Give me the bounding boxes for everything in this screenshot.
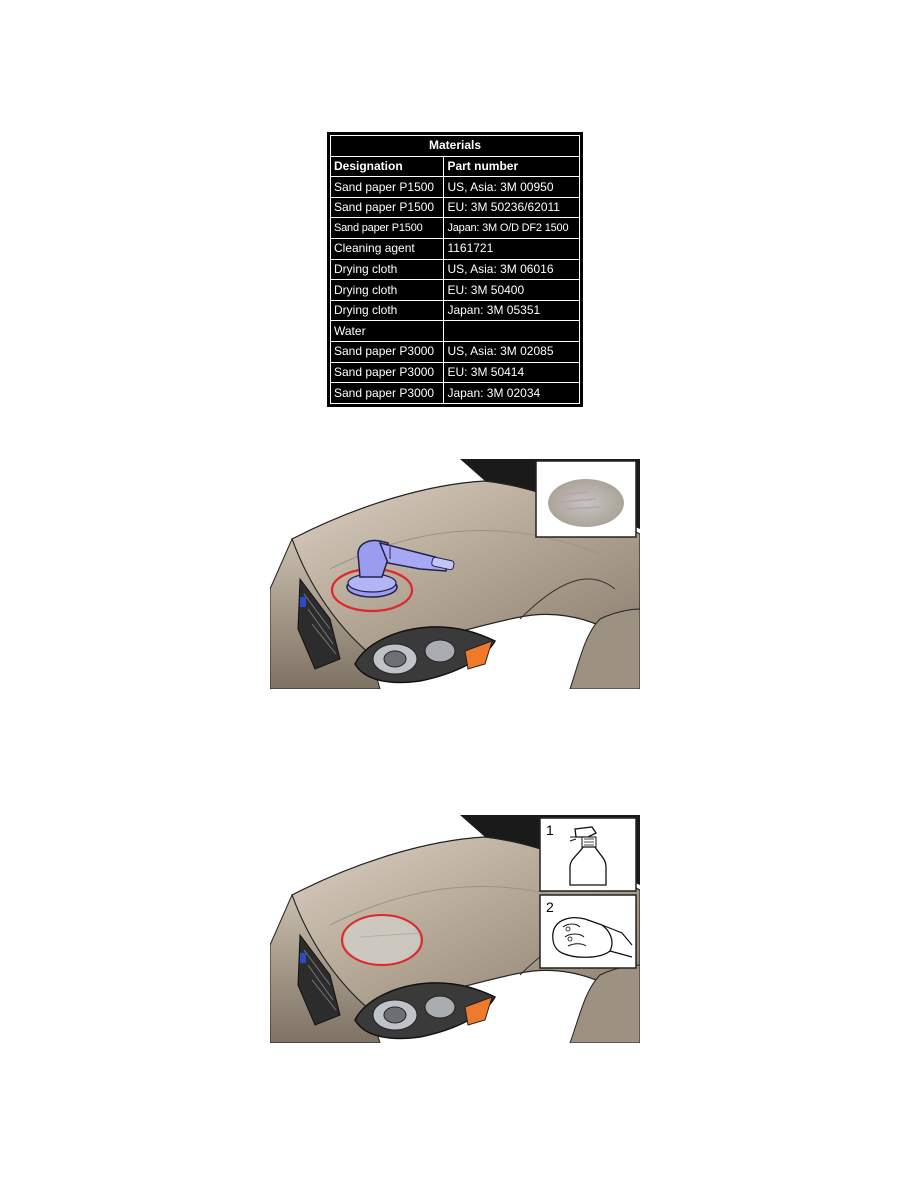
designation-cell: Drying cloth (331, 280, 444, 301)
designation-cell: Drying cloth (331, 300, 444, 321)
inset-sanded-spot (536, 461, 636, 537)
inset-step-1 (540, 818, 636, 891)
table-row (331, 383, 580, 404)
part-number-cell: EU: 3M 50236/62011 (444, 197, 580, 218)
table-row (331, 300, 580, 321)
column-header-part-number: Part number (444, 156, 580, 177)
table-row (331, 362, 580, 383)
table-row (331, 218, 580, 239)
cleaning-illustration (270, 815, 640, 1043)
inset-step-2 (540, 895, 636, 968)
table-row (331, 321, 580, 342)
car-hood-sanding-drawing (270, 459, 640, 689)
materials-table-title: Materials (331, 136, 580, 157)
designation-cell: Sand paper P3000 (331, 342, 444, 363)
part-number-cell: US, Asia: 3M 02085 (444, 342, 580, 363)
designation-cell: Sand paper P1500 (331, 197, 444, 218)
part-number-cell: Japan: 3M 02034 (444, 383, 580, 404)
column-header-designation: Designation (331, 156, 444, 177)
part-number-cell: Japan: 3M O/D DF2 1500 (444, 218, 580, 239)
designation-cell: Sand paper P1500 (331, 177, 444, 198)
part-number-cell: EU: 3M 50400 (444, 280, 580, 301)
step-2-number: 2 (546, 899, 554, 915)
materials-table (327, 132, 583, 407)
table-row (331, 259, 580, 280)
designation-cell: Sand paper P3000 (331, 362, 444, 383)
designation-cell: Water (331, 321, 444, 342)
step-1-number: 1 (546, 822, 554, 838)
part-number-cell: US, Asia: 3M 00950 (444, 177, 580, 198)
part-number-cell: US, Asia: 3M 06016 (444, 259, 580, 280)
designation-cell: Sand paper P1500 (331, 218, 444, 239)
designation-cell: Drying cloth (331, 259, 444, 280)
part-number-cell: Japan: 3M 05351 (444, 300, 580, 321)
table-row (331, 197, 580, 218)
materials-grid (330, 135, 580, 404)
table-row (331, 177, 580, 198)
car-hood-cleaning-drawing (270, 815, 640, 1043)
table-row (331, 280, 580, 301)
table-row (331, 342, 580, 363)
part-number-cell: EU: 3M 50414 (444, 362, 580, 383)
part-number-cell: 1161721 (444, 239, 580, 260)
sanding-illustration (270, 459, 640, 689)
table-row (331, 239, 580, 260)
designation-cell: Sand paper P3000 (331, 383, 444, 404)
part-number-cell (444, 321, 580, 342)
designation-cell: Cleaning agent (331, 239, 444, 260)
